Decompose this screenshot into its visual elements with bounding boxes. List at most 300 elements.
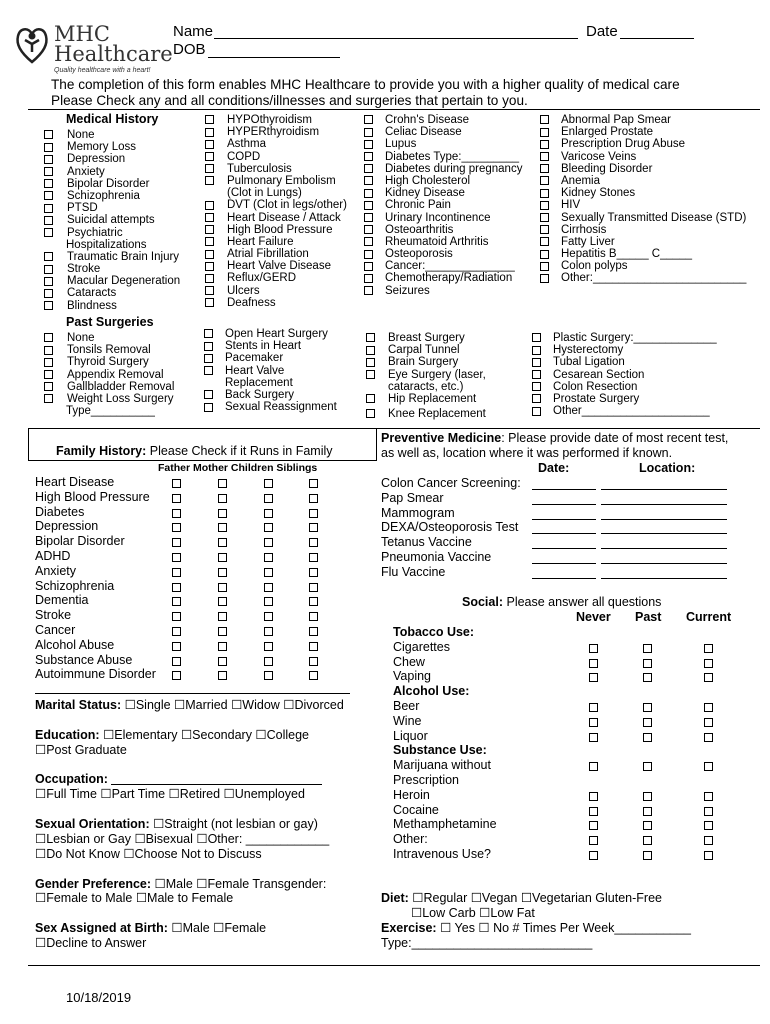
list-item[interactable]: HYPERthyroidism: [205, 126, 347, 138]
list-item[interactable]: Other____________________: [532, 405, 717, 417]
family-history-checkbox[interactable]: [264, 642, 273, 651]
logo: [14, 22, 173, 79]
checkbox[interactable]: [44, 143, 53, 152]
gender-options[interactable]: ☐Male ☐Female Transgender:: [154, 877, 327, 891]
preventive-location-field[interactable]: [601, 563, 727, 564]
list-item[interactable]: Anxiety: [44, 166, 180, 178]
checkbox[interactable]: [364, 274, 373, 283]
checkbox[interactable]: [44, 191, 53, 200]
checkbox[interactable]: [540, 140, 549, 149]
list-item[interactable]: Depression: [44, 153, 180, 165]
list-item[interactable]: Chronic Pain: [364, 199, 522, 211]
list-item[interactable]: Diabetes Type:_________: [364, 151, 522, 163]
family-history-checkbox[interactable]: [172, 494, 181, 503]
list-item[interactable]: Sexually Transmitted Disease (STD): [540, 212, 746, 224]
checkbox[interactable]: [366, 358, 375, 367]
list-item[interactable]: Brain Surgery: [366, 356, 486, 368]
checkbox[interactable]: [44, 333, 53, 342]
family-history-checkbox[interactable]: [218, 538, 227, 547]
family-history-checkbox[interactable]: [172, 538, 181, 547]
checkbox[interactable]: [540, 201, 549, 210]
family-history-checkbox[interactable]: [218, 657, 227, 666]
checkbox[interactable]: [364, 164, 373, 173]
gender-options-2[interactable]: ☐Female to Male ☐Male to Female: [35, 891, 234, 905]
checkbox[interactable]: [540, 128, 549, 137]
family-history-checkbox[interactable]: [264, 568, 273, 577]
family-history-checkbox[interactable]: [218, 553, 227, 562]
checkbox[interactable]: [364, 189, 373, 198]
list-item[interactable]: Prostate Surgery: [532, 393, 717, 405]
checkbox[interactable]: [205, 262, 214, 271]
checkbox[interactable]: [364, 176, 373, 185]
family-history-checkbox[interactable]: [309, 538, 318, 547]
preventive-location-field[interactable]: [601, 548, 727, 549]
family-history-checkbox[interactable]: [172, 553, 181, 562]
checkbox[interactable]: [364, 250, 373, 259]
list-item[interactable]: Bipolar Disorder: [44, 178, 180, 190]
checkbox[interactable]: [44, 179, 53, 188]
social-checkbox[interactable]: [643, 673, 652, 682]
checkbox[interactable]: [532, 346, 541, 355]
orientation-options-3[interactable]: ☐Do Not Know ☐Choose Not to Discuss: [35, 847, 262, 861]
family-history-checkbox[interactable]: [218, 627, 227, 636]
preventive-location-field[interactable]: [601, 533, 727, 534]
list-item[interactable]: Gallbladder Removal: [44, 381, 174, 393]
list-item[interactable]: Suicidal attempts: [44, 214, 180, 226]
family-history-checkbox[interactable]: [218, 479, 227, 488]
checkbox[interactable]: [204, 403, 213, 412]
checkbox[interactable]: [44, 228, 53, 237]
preventive-date-field[interactable]: [532, 504, 596, 505]
checkbox[interactable]: [44, 252, 53, 261]
list-item[interactable]: HYPOthyroidism: [205, 114, 347, 126]
list-item[interactable]: Asthma: [205, 138, 347, 150]
education-options-2[interactable]: ☐Post Graduate: [35, 743, 127, 757]
social-checkbox[interactable]: [589, 792, 598, 801]
social-checkbox[interactable]: [704, 807, 713, 816]
family-history-checkbox[interactable]: [218, 671, 227, 680]
checkbox[interactable]: [205, 225, 214, 234]
list-item[interactable]: Hepatitis B_____ C_____: [540, 248, 746, 260]
checkbox[interactable]: [540, 237, 549, 246]
checkbox[interactable]: [366, 333, 375, 342]
list-item[interactable]: Seizures: [364, 285, 522, 297]
preventive-date-field[interactable]: [532, 533, 596, 534]
checkbox[interactable]: [44, 265, 53, 274]
checkbox[interactable]: [540, 164, 549, 173]
family-history-checkbox[interactable]: [309, 612, 318, 621]
family-history-checkbox[interactable]: [172, 671, 181, 680]
list-item[interactable]: Reflux/GERD: [205, 272, 347, 284]
checkbox[interactable]: [540, 213, 549, 222]
list-item[interactable]: Chemotherapy/Radiation: [364, 272, 522, 284]
family-history-checkbox[interactable]: [264, 509, 273, 518]
checkbox[interactable]: [205, 286, 214, 295]
social-checkbox[interactable]: [704, 673, 713, 682]
tobacco-label: Tobacco Use:: [393, 625, 475, 639]
social-checkbox[interactable]: [704, 821, 713, 830]
checkbox[interactable]: [532, 407, 541, 416]
social-checkbox[interactable]: [589, 703, 598, 712]
checkbox[interactable]: [205, 201, 214, 210]
checkbox[interactable]: [205, 152, 214, 161]
family-history-checkbox[interactable]: [218, 568, 227, 577]
social-checkbox[interactable]: [589, 851, 598, 860]
list-item[interactable]: Kidney Disease: [364, 187, 522, 199]
preventive-location-field[interactable]: [601, 489, 727, 490]
list-item[interactable]: Cancer:______________: [364, 260, 522, 272]
preventive-date-field[interactable]: [532, 489, 596, 490]
checkbox[interactable]: [205, 115, 214, 124]
family-history-checkbox[interactable]: [264, 583, 273, 592]
list-item[interactable]: Tuberculosis: [205, 163, 347, 175]
checkbox[interactable]: [204, 366, 213, 375]
checkbox[interactable]: [204, 390, 213, 399]
list-item[interactable]: Heart Valve Disease: [205, 260, 347, 272]
social-checkbox[interactable]: [704, 659, 713, 668]
list-item[interactable]: Other:________________________: [540, 272, 746, 284]
list-item[interactable]: Urinary Incontinence: [364, 212, 522, 224]
social-checkbox[interactable]: [643, 792, 652, 801]
checkbox[interactable]: [44, 289, 53, 298]
list-item[interactable]: DVT (Clot in legs/other): [205, 199, 347, 211]
checkbox[interactable]: [44, 382, 53, 391]
list-item[interactable]: Psychiatric: [44, 227, 180, 239]
social-checkbox[interactable]: [643, 821, 652, 830]
family-history-checkbox[interactable]: [309, 657, 318, 666]
list-item[interactable]: Heart Valve: [204, 365, 337, 377]
social-checkbox[interactable]: [643, 718, 652, 727]
diet-options-2[interactable]: ☐Low Carb ☐Low Fat: [411, 906, 535, 920]
list-item[interactable]: Colon Resection: [532, 381, 717, 393]
family-history-checkbox[interactable]: [172, 568, 181, 577]
list-item[interactable]: Lupus: [364, 138, 522, 150]
social-checkbox[interactable]: [643, 851, 652, 860]
social-checkbox[interactable]: [589, 659, 598, 668]
social-checkbox[interactable]: [704, 718, 713, 727]
social-checkbox[interactable]: [589, 673, 598, 682]
list-item[interactable]: Atrial Fibrillation: [205, 248, 347, 260]
checkbox[interactable]: [44, 167, 53, 176]
checkbox[interactable]: [205, 164, 214, 173]
checkbox[interactable]: [205, 250, 214, 259]
list-item[interactable]: Ulcers: [205, 285, 347, 297]
list-item[interactable]: Memory Loss: [44, 141, 180, 153]
social-checkbox[interactable]: [704, 836, 713, 845]
marital-options[interactable]: ☐Single ☐Married ☐Widow ☐Divorced: [124, 698, 344, 712]
sex-options-2[interactable]: ☐Decline to Answer: [35, 936, 147, 950]
checkbox[interactable]: [540, 152, 549, 161]
preventive-location-field[interactable]: [601, 578, 727, 579]
table-row: Stroke: [35, 608, 72, 623]
checkbox[interactable]: [540, 115, 549, 124]
family-history-checkbox[interactable]: [172, 597, 181, 606]
list-item[interactable]: Hip Replacement: [366, 393, 486, 408]
list-item[interactable]: Macular Degeneration: [44, 275, 180, 287]
list-item[interactable]: Anemia: [540, 175, 746, 187]
family-history-checkbox[interactable]: [172, 612, 181, 621]
preventive-date-field[interactable]: [532, 578, 596, 579]
family-history-checkbox[interactable]: [264, 553, 273, 562]
family-history-checkbox[interactable]: [218, 612, 227, 621]
list-item[interactable]: Crohn's Disease: [364, 114, 522, 126]
gender: [35, 877, 326, 892]
checkbox[interactable]: [205, 237, 214, 246]
checkbox[interactable]: [205, 274, 214, 283]
family-history-checkbox[interactable]: [264, 494, 273, 503]
education-options[interactable]: ☐Elementary ☐Secondary ☐College: [103, 728, 310, 742]
social-checkbox[interactable]: [589, 836, 598, 845]
list-item: (Clot in Lungs): [227, 187, 302, 200]
list-item[interactable]: Heart Failure: [205, 236, 347, 248]
date-field[interactable]: [620, 38, 694, 39]
list-item[interactable]: Schizophrenia: [44, 190, 180, 202]
exercise-options[interactable]: ☐ Yes ☐ No # Times Per Week___________: [440, 921, 691, 935]
list-item[interactable]: Sexual Reassignment: [204, 401, 337, 413]
diet-options[interactable]: ☐Regular ☐Vegan ☐Vegetarian Gluten-Free: [412, 891, 662, 905]
family-history-checkbox[interactable]: [309, 597, 318, 606]
list-item[interactable]: PTSD: [44, 202, 180, 214]
list-item[interactable]: Pulmonary Embolism: [205, 175, 347, 187]
checkbox[interactable]: [44, 346, 53, 355]
social-checkbox[interactable]: [643, 659, 652, 668]
family-history-checkbox[interactable]: [172, 583, 181, 592]
checkbox[interactable]: [532, 394, 541, 403]
preventive-date-field[interactable]: [532, 519, 596, 520]
checkbox[interactable]: [540, 176, 549, 185]
family-history-checkbox[interactable]: [172, 627, 181, 636]
family-history-checkbox[interactable]: [218, 597, 227, 606]
checkbox[interactable]: [532, 333, 541, 342]
social-checkbox[interactable]: [643, 733, 652, 742]
checkbox[interactable]: [532, 382, 541, 391]
social-checkbox[interactable]: [643, 644, 652, 653]
social-checkbox[interactable]: [643, 807, 652, 816]
list-item[interactable]: Bleeding Disorder: [540, 163, 746, 175]
orientation-options[interactable]: ☐Straight (not lesbian or gay): [153, 817, 318, 831]
checkbox[interactable]: [540, 274, 549, 283]
family-history-checkbox[interactable]: [309, 479, 318, 488]
list-item[interactable]: Varicose Veins: [540, 151, 746, 163]
list-item[interactable]: Traumatic Brain Injury: [44, 251, 180, 263]
list-item[interactable]: Abnormal Pap Smear: [540, 114, 746, 126]
list-item[interactable]: Fatty Liver: [540, 236, 746, 248]
family-history-checkbox[interactable]: [309, 627, 318, 636]
checkbox[interactable]: [44, 358, 53, 367]
social-checkbox[interactable]: [643, 703, 652, 712]
list-item[interactable]: None: [44, 129, 180, 141]
social-checkbox[interactable]: [589, 807, 598, 816]
family-history-checkbox[interactable]: [309, 509, 318, 518]
occupation-options[interactable]: ☐Full Time ☐Part Time ☐Retired ☐Unemployed: [35, 787, 305, 801]
checkbox[interactable]: [532, 370, 541, 379]
family-history-checkbox[interactable]: [309, 568, 318, 577]
social-checkbox[interactable]: [704, 703, 713, 712]
checkbox[interactable]: [364, 225, 373, 234]
gender-label: Gender Preference:: [35, 877, 152, 891]
list-item[interactable]: Pacemaker: [204, 352, 337, 364]
family-history-checkbox[interactable]: [172, 509, 181, 518]
name-field[interactable]: [214, 38, 578, 39]
family-history-checkbox[interactable]: [218, 642, 227, 651]
occupation-field[interactable]: [111, 784, 322, 785]
family-history-checkbox[interactable]: [309, 642, 318, 651]
checkbox[interactable]: [364, 115, 373, 124]
social-checkbox[interactable]: [704, 851, 713, 860]
list-item[interactable]: Colon polyps: [540, 260, 746, 272]
list-item[interactable]: Deafness: [205, 297, 347, 309]
medical-history-col1: [44, 129, 180, 312]
checkbox[interactable]: [204, 329, 213, 338]
list-item[interactable]: HIV: [540, 199, 746, 211]
list-item[interactable]: Kidney Stones: [540, 187, 746, 199]
checkbox[interactable]: [205, 128, 214, 137]
family-history-checkbox[interactable]: [264, 671, 273, 680]
social-checkbox[interactable]: [643, 836, 652, 845]
list-item[interactable]: Celiac Disease: [364, 126, 522, 138]
family-history-checkbox[interactable]: [264, 657, 273, 666]
list-item[interactable]: Cataracts: [44, 287, 180, 299]
family-history-checkbox[interactable]: [309, 523, 318, 532]
list-item[interactable]: Plastic Surgery:_____________: [532, 332, 717, 344]
list-item[interactable]: Carpal Tunnel: [366, 344, 486, 356]
list-item[interactable]: Knee Replacement: [366, 408, 486, 423]
family-history-checkbox[interactable]: [264, 538, 273, 547]
social-checkbox[interactable]: [589, 733, 598, 742]
checkbox[interactable]: [540, 250, 549, 259]
list-item[interactable]: Tubal Ligation: [532, 356, 717, 368]
checkbox[interactable]: [364, 140, 373, 149]
social-checkbox[interactable]: [643, 762, 652, 771]
family-history-checkbox[interactable]: [309, 494, 318, 503]
list-item: cataracts, etc.): [388, 380, 464, 393]
social-checkbox[interactable]: [704, 792, 713, 801]
family-history-checkbox[interactable]: [218, 494, 227, 503]
list-item[interactable]: Rheumatoid Arthritis: [364, 236, 522, 248]
checkbox[interactable]: [532, 358, 541, 367]
social-checkbox[interactable]: [589, 718, 598, 727]
list-item[interactable]: Tonsils Removal: [44, 344, 174, 356]
social-checkbox[interactable]: [704, 733, 713, 742]
list-item[interactable]: Heart Disease / Attack: [205, 212, 347, 224]
checkbox[interactable]: [44, 216, 53, 225]
list-item[interactable]: Hysterectomy: [532, 344, 717, 356]
checkbox[interactable]: [364, 128, 373, 137]
list-item[interactable]: Cesarean Section: [532, 369, 717, 381]
list-item[interactable]: Prescription Drug Abuse: [540, 138, 746, 150]
list-item[interactable]: Type__________: [66, 405, 155, 418]
checkbox[interactable]: [364, 237, 373, 246]
list-item[interactable]: High Blood Pressure: [205, 224, 347, 236]
checkbox[interactable]: [44, 301, 53, 310]
checkbox[interactable]: [364, 262, 373, 271]
family-history-checkbox[interactable]: [264, 479, 273, 488]
preventive-date-field[interactable]: [532, 548, 596, 549]
social-checkbox[interactable]: [589, 821, 598, 830]
checkbox[interactable]: [44, 130, 53, 139]
checkbox[interactable]: [205, 213, 214, 222]
social-checkbox[interactable]: [589, 762, 598, 771]
family-history-checkbox[interactable]: [264, 523, 273, 532]
list-item[interactable]: Stroke: [44, 263, 180, 275]
dob-field[interactable]: [208, 57, 340, 58]
family-history-checkbox[interactable]: [172, 642, 181, 651]
list-item[interactable]: Osteoarthritis: [364, 224, 522, 236]
checkbox[interactable]: [204, 342, 213, 351]
family-history-checkbox[interactable]: [264, 597, 273, 606]
list-item[interactable]: Breast Surgery: [366, 332, 486, 344]
list-item[interactable]: Diabetes during pregnancy: [364, 163, 522, 175]
list-item[interactable]: Cirrhosis: [540, 224, 746, 236]
family-history-checkbox[interactable]: [218, 509, 227, 518]
list-item[interactable]: None: [44, 332, 174, 344]
checkbox[interactable]: [366, 394, 375, 403]
family-history-checkbox[interactable]: [309, 671, 318, 680]
checkbox[interactable]: [366, 370, 375, 379]
checkbox[interactable]: [364, 213, 373, 222]
checkbox[interactable]: [44, 370, 53, 379]
family-history-checkbox[interactable]: [172, 523, 181, 532]
list-item[interactable]: Appendix Removal: [44, 369, 174, 381]
family-history-checkbox[interactable]: [264, 612, 273, 621]
list-item[interactable]: Weight Loss Surgery: [44, 393, 174, 405]
checkbox[interactable]: [364, 152, 373, 161]
checkbox[interactable]: [364, 201, 373, 210]
checkbox[interactable]: [44, 155, 53, 164]
checkbox[interactable]: [44, 394, 53, 403]
exercise-type[interactable]: Type:__________________________: [381, 936, 593, 950]
checkbox[interactable]: [540, 262, 549, 271]
list-item[interactable]: COPD: [205, 151, 347, 163]
family-history-checkbox[interactable]: [172, 657, 181, 666]
checkbox[interactable]: [540, 189, 549, 198]
list-item[interactable]: Blindness: [44, 300, 180, 312]
family-history-checkbox[interactable]: [218, 583, 227, 592]
checkbox[interactable]: [205, 298, 214, 307]
list-item[interactable]: Enlarged Prostate: [540, 126, 746, 138]
family-history-checkbox[interactable]: [218, 523, 227, 532]
family-history-checkbox[interactable]: [309, 583, 318, 592]
sex-options[interactable]: ☐Male ☐Female: [171, 921, 267, 935]
social-checkbox[interactable]: [704, 762, 713, 771]
list-item[interactable]: Open Heart Surgery: [204, 328, 337, 340]
checkbox[interactable]: [366, 409, 375, 418]
family-history-checkbox[interactable]: [309, 553, 318, 562]
social-checkbox[interactable]: [589, 644, 598, 653]
checkbox[interactable]: [540, 225, 549, 234]
social-checkbox[interactable]: [704, 644, 713, 653]
checkbox[interactable]: [366, 346, 375, 355]
checkbox[interactable]: [44, 277, 53, 286]
list-item[interactable]: Stents in Heart: [204, 340, 337, 352]
list-item[interactable]: Eye Surgery (laser,: [366, 369, 486, 381]
list-item[interactable]: Back Surgery: [204, 389, 337, 401]
family-history-checkbox[interactable]: [264, 627, 273, 636]
checkbox[interactable]: [44, 204, 53, 213]
list-item[interactable]: High Cholesterol: [364, 175, 522, 187]
preventive-date-field[interactable]: [532, 563, 596, 564]
list-item[interactable]: Osteoporosis: [364, 248, 522, 260]
preventive-location-field[interactable]: [601, 519, 727, 520]
checkbox[interactable]: [364, 286, 373, 295]
preventive-location-field[interactable]: [601, 504, 727, 505]
list-item[interactable]: Thyroid Surgery: [44, 356, 174, 368]
checkbox[interactable]: [204, 354, 213, 363]
orientation-options-2[interactable]: ☐Lesbian or Gay ☐Bisexual ☐Other: ____________: [35, 832, 330, 846]
checkbox[interactable]: [205, 140, 214, 149]
checkbox[interactable]: [205, 176, 214, 185]
family-history-checkbox[interactable]: [172, 479, 181, 488]
